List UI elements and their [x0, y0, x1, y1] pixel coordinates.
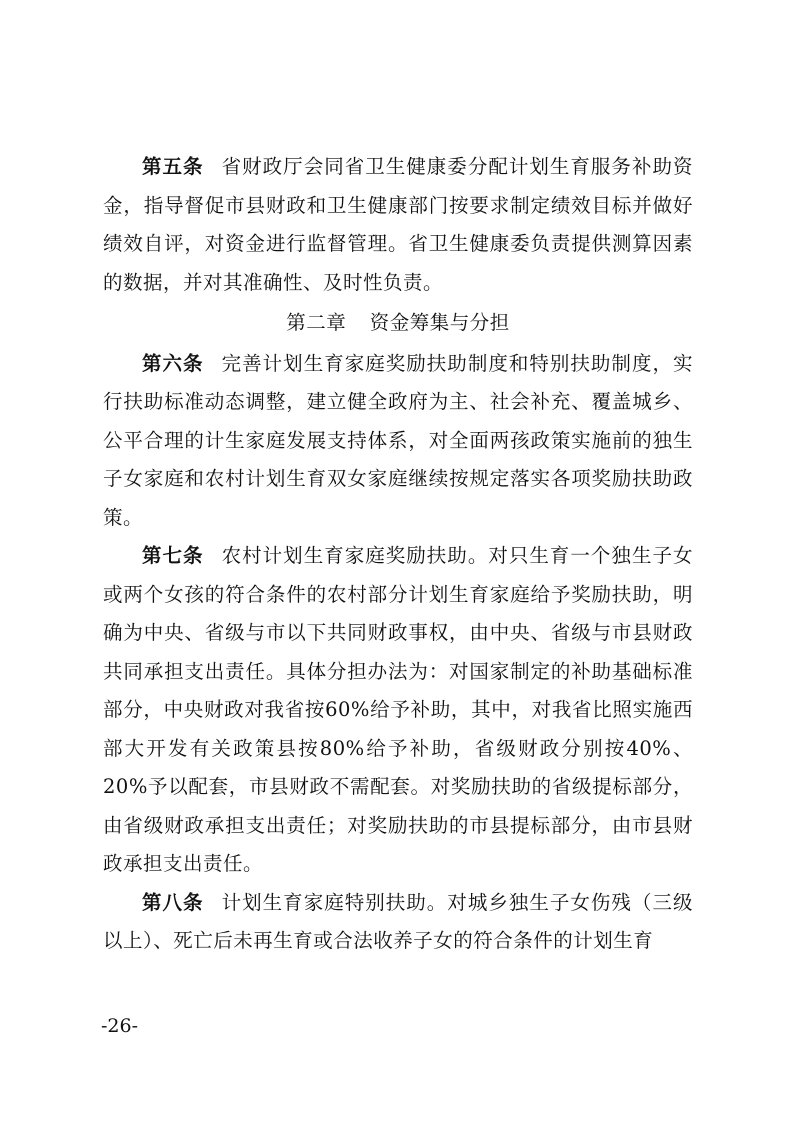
article-5-text: 省财政厅会同省卫生健康委分配计划生育服务补助资金，指导督促市县财政和卫生健康部门按要求制定绩效目标并做好绩效自评，对资金进行监督管理。省卫生健康委负责提供测算因素的数据，并对其准确性、及时性负责。	[103, 155, 693, 294]
article-6-heading: 第六条	[142, 351, 204, 375]
document-page	[103, 148, 693, 961]
article-8-text: 计划生育家庭特别扶助。对城乡独生子女伤残（三级以上）、死亡后未再生育或合法收养子女的符合条件的计划生育	[103, 890, 693, 952]
article-5-paragraph	[103, 148, 693, 302]
article-7-paragraph	[103, 537, 693, 884]
article-8-heading: 第八条	[142, 890, 204, 914]
article-7-heading: 第七条	[142, 544, 204, 567]
article-5-heading: 第五条	[142, 155, 204, 178]
chapter-number: 第二章	[286, 311, 347, 334]
chapter-heading	[103, 304, 693, 343]
article-6-paragraph	[103, 345, 693, 538]
article-7-text: 农村计划生育家庭奖励扶助。对只生育一个独生子女或两个女孩的符合条件的农村部分计划生育家庭给予奖励扶助，明确为中央、省级与市以下共同财政事权，由中央、省级与市县财政共同承担支出责任。具体分担办法为：对国家制定的补助基础标准部分，中央财政对我省按60%给予补助，其中，对我省比照实施西部大开发有关政策县按80%给予补助，省级财政分别按40%、20%予以配套，市县财政不需配套。对奖励扶助的省级提标部分，由省级财政承担支出责任；对奖励扶助的市县提标部分，由市县财政承担支出责任。	[103, 544, 693, 875]
article-8-paragraph	[103, 884, 693, 961]
article-6-text: 完善计划生育家庭奖励扶助制度和特别扶助制度，实行扶助标准动态调整，建立健全政府为主、社会补充、覆盖城乡、公平合理的计生家庭发展支持体系，对全面两孩政策实施前的独生子女家庭和农村计划生育双女家庭继续按规定落实各项奖励扶助政策。	[103, 351, 693, 529]
page-number: -26-	[101, 1015, 139, 1037]
chapter-title: 资金筹集与分担	[369, 311, 510, 334]
